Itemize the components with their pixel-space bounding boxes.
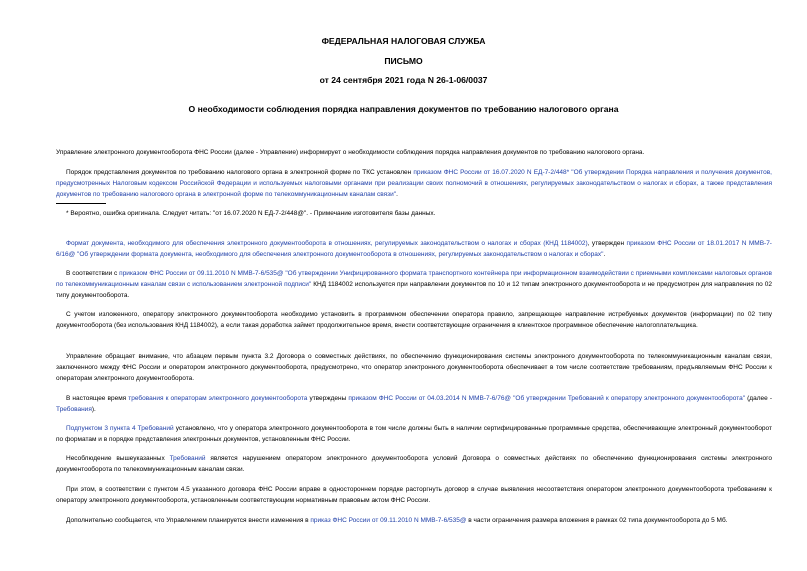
paragraph-2 <box>56 167 772 200</box>
paragraph-3 <box>56 238 772 260</box>
requirements-link[interactable]: Требования <box>56 406 92 413</box>
agency-title: ФЕДЕРАЛЬНАЯ НАЛОГОВАЯ СЛУЖБА <box>321 36 486 46</box>
document-date: от 24 сентября 2021 года N 26-1-06/0037 <box>319 75 488 85</box>
paragraph-3-mid: , утвержден <box>587 240 627 247</box>
requirements-link-2[interactable]: Требований <box>169 455 206 462</box>
paragraph-4 <box>56 268 772 301</box>
paragraph-3-end: . <box>603 251 606 258</box>
paragraph-5: С учетом изложенного, оператору электронного документооборота необходимо установить в программном обеспечении оператора правило, запрещающее направление истребуемых документов (информации) по 02 типу документооборота (без использования КНД 1184002), а если такая доработка займет продолжительное время, внести соответствующие ограничения в клиентское программное обеспечение налогоплательщика. <box>56 311 772 329</box>
order-535-link-2[interactable]: приказ ФНС России от 09.11.2010 N ММВ-7-6/535@ <box>310 517 467 524</box>
paragraph-4-text: В соответствии с <box>66 270 120 277</box>
paragraph-9-end: является нарушением оператором электронного документооборота условий Договора о совместных действиях по обеспечению функционирования системы электронного документооборота по телекоммуникационным каналам связи. <box>56 455 772 473</box>
footnote-divider <box>56 203 106 204</box>
paragraph-9 <box>56 453 772 475</box>
paragraph-6: Управление обращает внимание, что абзацем первым пункта 3.2 Договора о совместных действиях, по обеспечению функционирования системы электронного документооборота по телекоммуникационным каналам связи, заключенного между ФНС России и оператором электронного документооборота, предусмотрено, что оператор электронного документооборота обеспечивает в том числе соответствие требованиям, предъявляемым ФНС России к операторам электронного документооборота. <box>56 353 772 382</box>
paragraph-2-text: Порядок представления документов по требованию налогового органа в электронной форме по ТКС установлен <box>66 169 414 176</box>
paragraph-2-end: . <box>396 191 398 198</box>
order-76-link[interactable]: приказом ФНС России от 04.03.2014 N ММВ-7-6/76@ "Об утверждении Требований к оператору электронного документооборота" <box>348 395 746 402</box>
operator-requirements-link[interactable]: требования к операторам электронного документооборота <box>128 395 308 402</box>
order-16-link[interactable]: приказом ФНС России от 18.01.2017 N ММВ-7-6/16@ "Об утверждении формата документа, необходимого для обеспечения электронного документооборота в отношениях, регулируемых законодательством о налогах и сборах" <box>56 240 772 258</box>
paragraph-7-end: ). <box>91 406 96 413</box>
paragraph-9-text: Несоблюдение вышеуказанных <box>66 455 170 462</box>
paragraph-7 <box>56 393 772 415</box>
paragraph-1: Управление электронного документооборота ФНС России (далее - Управление) информирует о необходимости соблюдения порядка направления документов по требованию налогового органа. <box>56 149 645 156</box>
paragraph-10: При этом, в соответствии с пунктом 4.5 указанного договора ФНС России вправе в одностороннем порядке расторгнуть договор в случае выявления несоответствия оператором электронного документооборота требованиям к оператору электронного документооборота, установленным соответствующим нормативным правовым актом ФНС России. <box>56 486 772 504</box>
knd-1184002-format-link[interactable]: Формат документа, необходимого для обеспечения электронного документооборота в отношениях, регулируемых законодательством о налогах и сборах (КНД 1184002) <box>66 240 588 247</box>
paragraph-7-text: В настоящее время <box>66 395 129 402</box>
paragraph-4-end: КНД 1184002 используется при направлении документов по 10 и 12 типам электронного документооборота и не предусмотрен для направления по 02 типу документооборота. <box>56 281 772 299</box>
paragraph-8 <box>56 423 772 445</box>
paragraph-11-end: в части ограничения размера вложения в рамках 02 типа документооборота до 5 Мб. <box>466 517 728 524</box>
paragraph-8-text: установлено, что у оператора электронного документооборота в том числе должны быть в наличии сертифицированные программные средства, обеспечивающие электронный документооборот по форматам и в порядке представления электронных документов, установленным ФНС России. <box>56 425 773 443</box>
document-type: ПИСЬМО <box>384 56 423 66</box>
subclause-3-link[interactable]: Подпунктом 3 пункта 4 Требований <box>66 425 174 432</box>
paragraph-11-text: Дополнительно сообщается, что Управлением планируется внести изменения в <box>66 517 311 524</box>
order-535-link[interactable]: приказом ФНС России от 09.11.2010 N ММВ-7-6/535@ "Об утверждении Унифицированного формата транспортного контейнера при информационном взаимодействии с приемными комплексами налоговых органов по телекоммуникационным каналам связи с использованием электронной подписи" <box>56 270 773 288</box>
paragraph-7-mid-2: (далее - <box>745 395 772 402</box>
footnote: * Вероятно, ошибка оригинала. Следует читать: "от 16.07.2020 N ЕД-7-2/448@". - Примечание изготовителя базы данных. <box>66 210 436 217</box>
order-448-link[interactable]: приказом ФНС России от 16.07.2020 N ЕД-7-2/448* "Об утверждении Порядка направления и получения документов, предусмотренных Налоговым кодексом Российской Федерации и используемых налоговыми органами при реализации своих полномочий в отношениях, регулируемых законодательством о налогах и сборах, а также представления документов по требованию налогового органа в электронной форме по телекоммуникационным каналам связи" <box>56 169 772 198</box>
document-subject: О необходимости соблюдения порядка направления документов по требованию налогового органа <box>188 104 619 114</box>
paragraph-7-mid: утверждены <box>307 395 349 402</box>
paragraph-11 <box>56 515 772 526</box>
